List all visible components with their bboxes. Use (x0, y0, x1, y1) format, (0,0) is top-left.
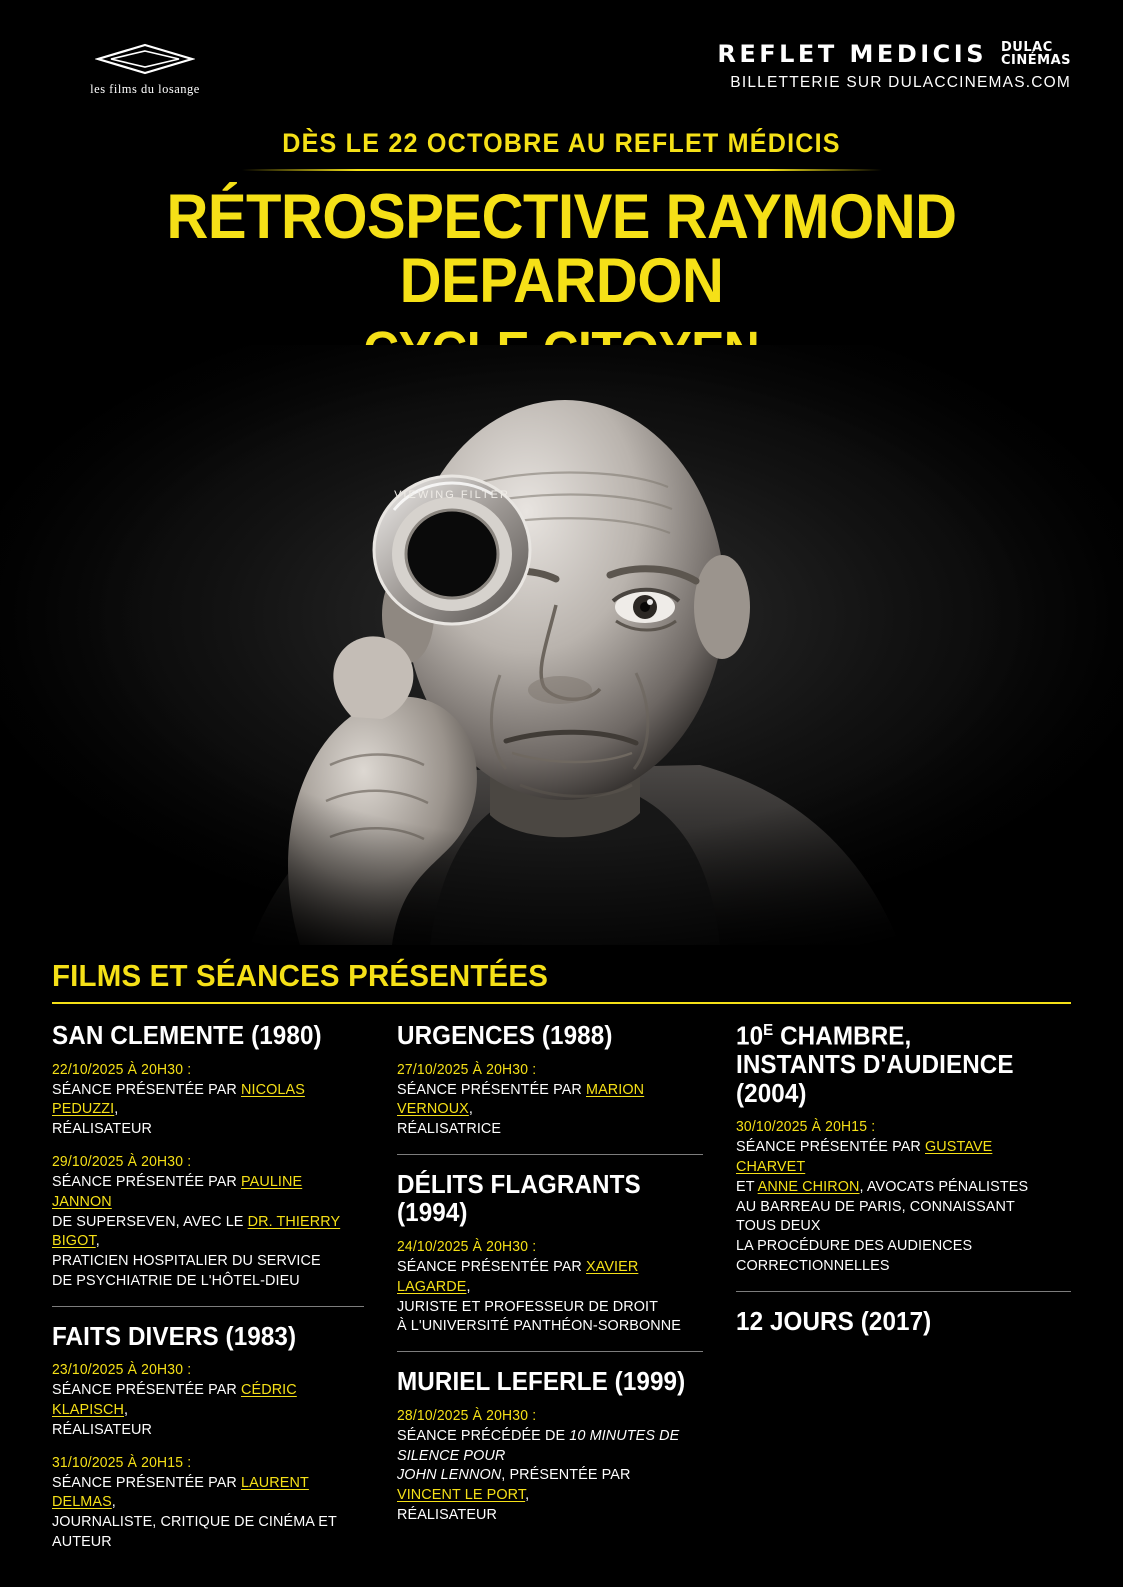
session-item (397, 1062, 691, 1139)
session-description: SÉANCE PRÉSENTÉE PAR LAURENT DELMAS, JOURNALISTE, CRITIQUE DE CINÉMA ET AUTEUR (52, 1473, 337, 1551)
session-description: SÉANCE PRÉSENTÉE PAR NICOLAS PEDUZZI, RÉALISATEUR (52, 1080, 305, 1138)
session-date: 30/10/2025 À 20H15 : (736, 1119, 876, 1136)
session-item (52, 1455, 351, 1552)
title-block (0, 128, 1123, 382)
event-kicker: DÈS LE 22 OCTOBRE AU REFLET MÉDICIS (282, 128, 841, 158)
reflet-medicis-wordmark: REFLET MEDICIS (717, 40, 987, 68)
programme-columns (52, 1022, 1071, 1567)
session-date: 29/10/2025 À 20H30 : (52, 1153, 192, 1170)
column-divider (52, 1306, 364, 1307)
page-title: RÉTROSPECTIVE RAYMOND DEPARDON (166, 182, 957, 317)
film-title: SAN CLEMENTE (1980) (52, 1022, 322, 1050)
programme-section (52, 958, 1071, 1587)
film-entry-10e-chambre (736, 1022, 1071, 1276)
session-description: SÉANCE PRÉSENTÉE PAR CÉDRIC KLAPISCH, RÉALISATEUR (52, 1381, 297, 1438)
session-date: 23/10/2025 À 20H30 : (52, 1362, 192, 1379)
film-entry-urgences (397, 1022, 704, 1139)
film-title: MURIEL LEFERLE (1999) (396, 1368, 685, 1397)
film-entry-12-jours (736, 1308, 1071, 1337)
dulac-cinemas-logo (1001, 41, 1071, 67)
session-item (52, 1154, 351, 1291)
reflet-medicis-block (717, 40, 1071, 92)
programme-column-3 (731, 1022, 1071, 1567)
session-description: SÉANCE PRÉSENTÉE PAR PAULINE JANNON DE SUPERSEVEN, AVEC LE DR. THIERRY BIGOT, PRATICIEN HOSPITALIER DU SERVICE DE PSYCHIATRIE DE L'HÔTEL-DIEU (52, 1172, 341, 1289)
film-entry-muriel-leferle (397, 1368, 704, 1525)
film-title: URGENCES (1988) (396, 1022, 613, 1050)
film-title: DÉLITS FLAGRANTS (1994) (396, 1170, 641, 1228)
session-description: SÉANCE PRÉSENTÉE PAR GUSTAVE CHARVET ET ANNE CHIRON, AVOCATS PÉNALISTES AU BARREAU DE PARIS, CONNAISSANT TOUS DEUX LA PROCÉDURE DES AUDIENCES CORRECTIONNELLES (736, 1138, 1029, 1274)
film-title: 12 JOURS (2017) (736, 1307, 932, 1336)
film-title: FAITS DIVERS (1983) (52, 1322, 297, 1351)
column-divider (397, 1154, 704, 1155)
session-description: SÉANCE PRÉSENTÉE PAR MARION VERNOUX, RÉALISATRICE (396, 1080, 644, 1138)
film-entry-san-clemente (52, 1022, 364, 1291)
session-description: SÉANCE PRÉCÉDÉE DE 10 MINUTES DE SILENCE POUR JOHN LENNON, PRÉSENTÉE PAR VINCENT LE PORT, RÉALISATEUR (396, 1426, 680, 1523)
column-divider (397, 1351, 704, 1352)
session-item (52, 1362, 351, 1439)
ticketing-url: BILLETTERIE SUR DULACCINEMAS.COM (730, 74, 1071, 91)
dulac-line-2: CINÉMAS (1001, 53, 1071, 68)
losange-wordmark: les films du losange (90, 82, 200, 96)
session-date: 31/10/2025 À 20H15 : (52, 1454, 192, 1471)
film-entry-faits-divers (52, 1323, 364, 1552)
poster-header (0, 0, 1123, 120)
session-date: 24/10/2025 À 20H30 : (396, 1239, 536, 1256)
programme-heading: FILMS ET SÉANCES PRÉSENTÉES (52, 958, 549, 993)
session-description: SÉANCE PRÉSENTÉE PAR XAVIER LAGARDE, JURISTE ET PROFESSEUR DE DROIT À L'UNIVERSITÉ PANTHÉON-SORBONNE (396, 1258, 681, 1335)
session-item (52, 1062, 351, 1139)
programme-column-1 (52, 1022, 392, 1567)
session-date: 27/10/2025 À 20H30 : (396, 1061, 536, 1078)
session-item (736, 1119, 1057, 1276)
session-item (397, 1408, 691, 1525)
portrait-photo (0, 345, 1123, 945)
column-divider (736, 1291, 1071, 1292)
kicker-divider (242, 169, 882, 171)
losange-diamond-icon (95, 42, 195, 76)
dulac-line-1: DULAC (1001, 40, 1053, 55)
film-entry-delits-flagrants (397, 1171, 704, 1336)
programme-divider (52, 1002, 1071, 1004)
programme-column-2 (392, 1022, 732, 1567)
film-title: $10^E$ CHAMBRE, INSTANTS D'AUDIENCE (2004) (736, 1022, 1015, 1108)
session-date: 28/10/2025 À 20H30 : (396, 1407, 536, 1424)
session-item (397, 1239, 691, 1336)
session-date: 22/10/2025 À 20H30 : (52, 1061, 192, 1078)
les-films-du-losange-logo (50, 42, 240, 97)
